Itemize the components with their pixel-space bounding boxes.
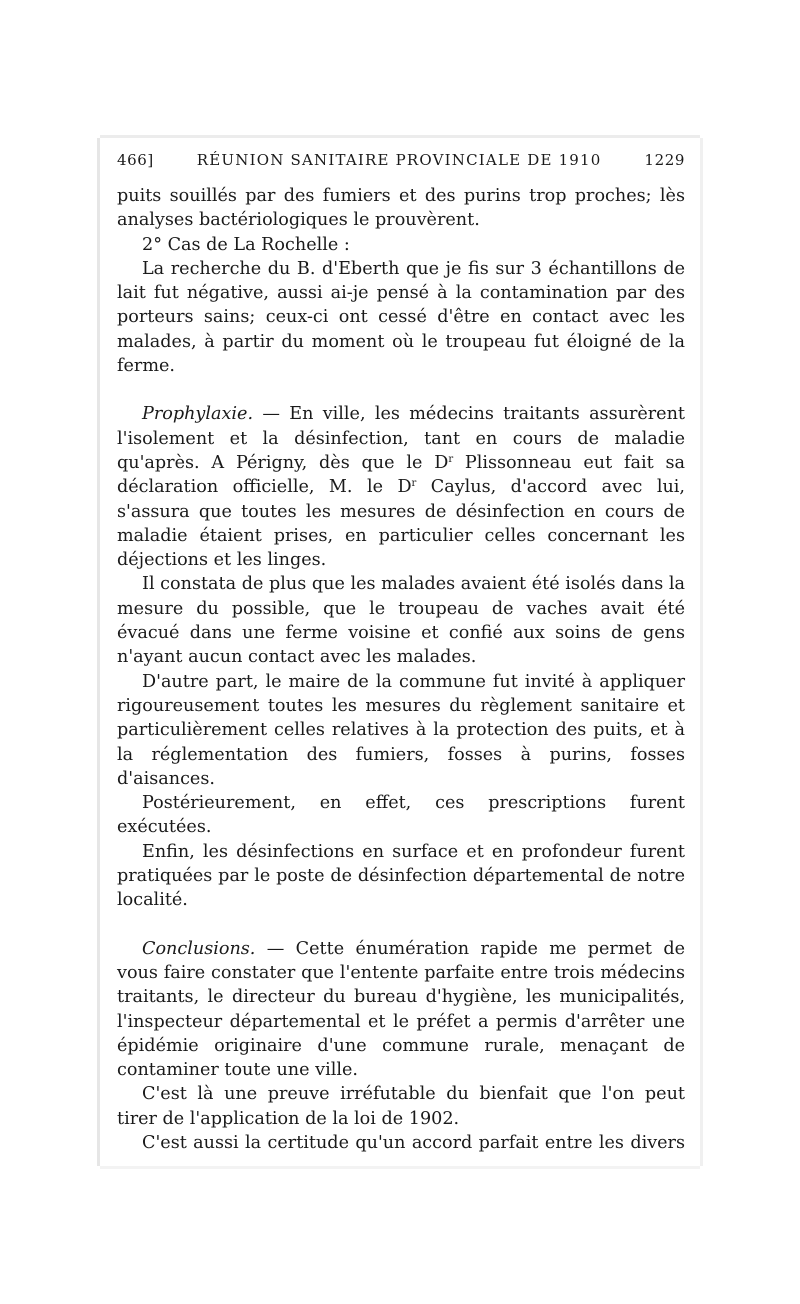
paragraph-conclusions [117,937,685,1083]
paragraph-8: Enfin, les désinfections en surface et en profondeur furent pratiquées par le poste de désinfection départemental de notre localité. [117,841,685,911]
paragraph-prophylaxie [117,402,685,572]
prophylaxie-text-3: Caylus, d'accord avec lui, s'assura que toutes les mesures de désinfection en cours de maladie étaient prises, en particulier celles concernant les déjections et les linges. [117,477,685,571]
section-heading-prophylaxie: Prophylaxie. [142,404,254,425]
running-header [117,151,685,169]
paragraph-6: D'autre part, le maire de la commune fut invité à appliquer rigoureusement toutes les mesures du règlement sanitaire et particulièrement celles relatives à la protection des puits, et à la réglementation des fumiers, fosses à purins, fosses d'aisances. [117,671,685,789]
paragraph-10: C'est là une preuve irréfutable du bienfait que l'on peut tirer de l'application de la loi de 1902. [117,1084,685,1129]
header-page-number: 1229 [644,151,685,169]
conclusions-text: — Cette énumération rapide me permet de vous faire constater que l'entente parfaite entre trois médecins traitants, le directeur du bureau d'hygiène, les municipalités, l'inspecteur départemental et le préfet a permis d'arrêter une épidémie originaire d'une commune rurale, menaçant de contaminer toute une ville. [117,938,685,1081]
header-title: RÉUNION SANITAIRE PROVINCIALE DE 1910 [196,151,602,169]
paragraph-3: La recherche du B. d'Eberth que je fis sur 3 échantillons de lait fut négative, aussi ai-je pensé à la contamination par des porteurs sains; ceux-ci ont cessé d'être en contact avec les malades, à partir du moment où le troupeau fut éloigné de la ferme. [117,258,685,377]
paragraph-1: puits souillés par des fumiers et des purins trop proches; lès analyses bactériologiques le prouvèrent. [117,186,685,231]
paragraph-11: C'est aussi la certitude qu'un accord parfait entre les divers [142,1132,685,1153]
paragraph-2: 2° Cas de La Rochelle : [142,234,350,255]
paragraph-5: Il constata de plus que les malades avaient été isolés dans la mesure du possible, que le troupeau de vaches avait été évacué dans une ferme voisine et confié aux soins de gens n'ayant aucun contact avec les malades. [117,574,685,668]
book-page [100,138,700,1166]
superscript-r-2: r [411,478,417,490]
page-body [117,184,685,1155]
section-heading-conclusions: Conclusions. [142,938,256,959]
prophylaxie-text-1: — En ville, les médecins traitants assurèrent l'isolement et la désinfection, tant en cours de maladie qu'après. A Périgny, dès que le D [117,404,685,473]
superscript-r-1: r [448,453,454,465]
paragraph-7: Postérieurement, en effet, ces prescriptions furent exécutées. [117,793,685,838]
header-page-ref: 466] [117,151,154,169]
prophylaxie-text-2: Plissonneau eut fait sa déclaration officielle, M. le D [117,452,685,498]
